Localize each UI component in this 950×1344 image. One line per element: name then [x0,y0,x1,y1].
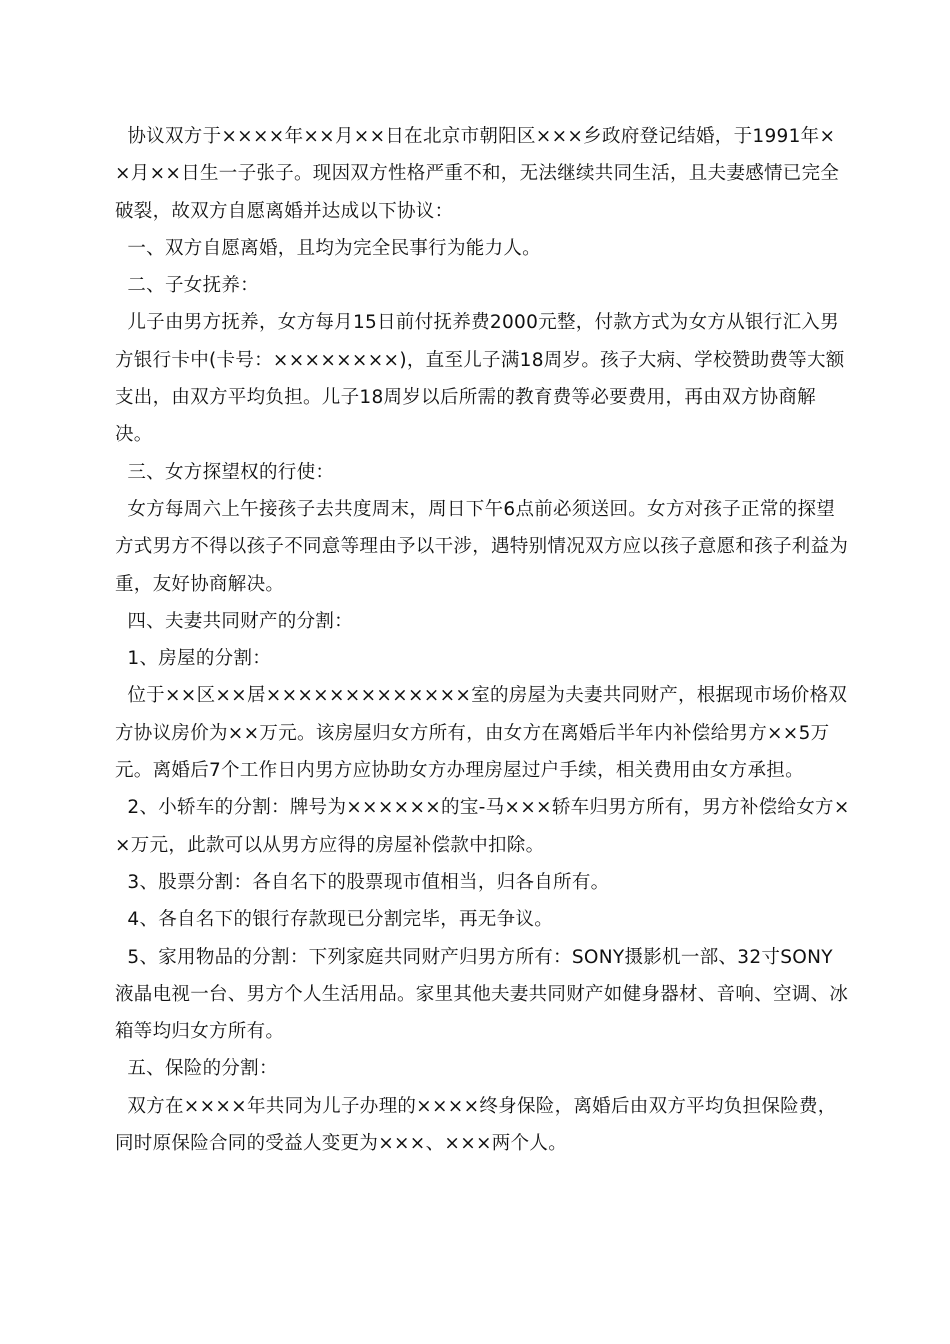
paragraph-clause-3-heading: 三、女方探望权的行使： [115,461,335,483]
paragraph-house-division: 位于××区××居×××××××××××××室的房屋为夫妻共同财产，根据现市场价格双方协议房价为××万元。该房屋归女方所有，由女方在离婚后半年内补偿给男方××5万元。离婚后7个工作日内男方应协助女方办理房屋过户手续，相关费用由女方承担。 [115,685,848,782]
document-body [115,118,850,1162]
paragraph-clause-5-heading: 五、保险的分割： [115,1058,278,1080]
paragraph-child-custody: 儿子由男方抚养，女方每月15日前付抚养费2000元整，付款方式为女方从银行汇入男方银行卡中(卡号：××××××××)，直至儿子满18周岁。孩子大病、学校赞助费等大额支出，由双方平均负担。儿子18周岁以后所需的教育费等必要费用，再由双方协商解决。 [115,312,845,446]
paragraph-house-heading: 1、房屋的分割： [115,648,272,670]
paragraph-bank-deposits: 4、各自名下的银行存款现已分割完毕，再无争议。 [115,909,554,931]
paragraph-car-division: 2、小轿车的分割：牌号为××××××的宝-马×××轿车归男方所有，男方补偿给女方××万元，此款可以从男方应得的房屋补偿款中扣除。 [115,797,850,856]
paragraph-stock-division: 3、股票分割：各自名下的股票现市值相当，归各自所有。 [115,871,610,893]
paragraph-household-items: 5、家用物品的分割：下列家庭共同财产归男方所有：SONY摄影机一部、32寸SONY液晶电视一台、男方个人生活用品。家里其他夫妻共同财产如健身器材、音响、空调、冰箱等均归女方所有。 [115,946,849,1043]
paragraph-clause-4-heading: 四、夫妻共同财产的分割： [115,610,353,632]
paragraph-preamble: 协议双方于××××年××月××日在北京市朝阳区×××乡政府登记结婚，于1991年××月××日生一子张子。现因双方性格严重不和，无法继续共同生活，且夫妻感情已完全破裂，故双方自愿离婚并达成以下协议： [115,126,840,222]
paragraph-clause-2-heading: 二、子女抚养： [115,275,259,297]
paragraph-clause-1: 一、双方自愿离婚，且均为完全民事行为能力人。 [115,237,541,259]
paragraph-visitation: 女方每周六上午接孩子去共度周末，周日下午6点前必须送回。女方对孩子正常的探望方式男方不得以孩子不同意等理由予以干涉，遇特别情况双方应以孩子意愿和孩子利益为重，友好协商解决。 [115,498,849,595]
paragraph-insurance: 双方在××××年共同为儿子办理的××××终身保险，离婚后由双方平均负担保险费，同时原保险合同的受益人变更为×××、×××两个人。 [115,1095,837,1155]
